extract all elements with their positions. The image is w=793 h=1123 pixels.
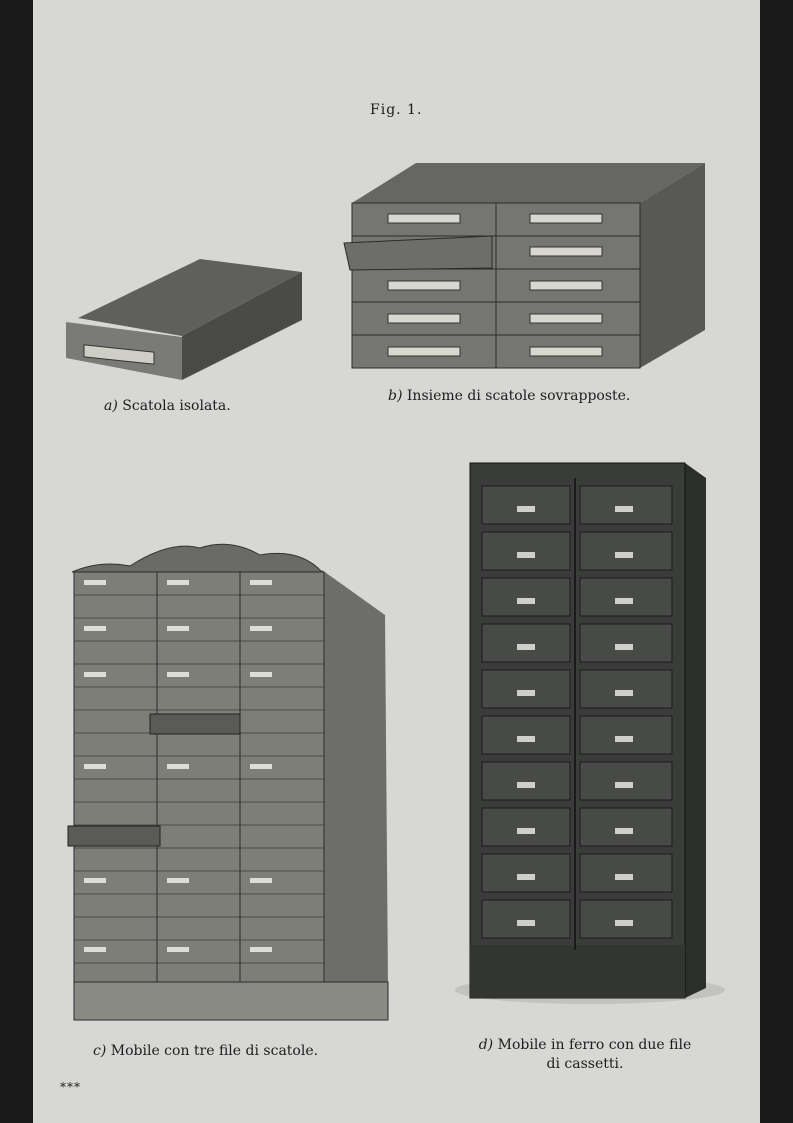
caption-a (104, 398, 231, 414)
caption-c-text: Mobile con tre file di scatole. (110, 1043, 319, 1059)
caption-b (388, 388, 630, 404)
figure-title: Fig. 1. (370, 102, 423, 118)
caption-c-letter: c) (93, 1043, 107, 1059)
caption-a-letter: a) (104, 398, 118, 414)
illustration-d-iron-cabinet (455, 463, 725, 1004)
caption-d (453, 1036, 717, 1074)
illustration-c-cabinet-three-rows (68, 544, 388, 1020)
illustration-b-stacked-boxes (344, 163, 705, 368)
caption-b-text: Insieme di scatole sovrapposte. (406, 388, 631, 404)
caption-b-letter: b) (388, 388, 403, 404)
caption-c (93, 1043, 318, 1059)
caption-d-letter: d) (478, 1037, 494, 1053)
caption-a-text: Scatola isolata. (122, 398, 231, 414)
caption-d-text-line1: Mobile in ferro con due file (497, 1037, 692, 1053)
caption-d-text-line2: di cassetti. (546, 1056, 624, 1072)
footer-asterisks: *** (60, 1080, 81, 1094)
